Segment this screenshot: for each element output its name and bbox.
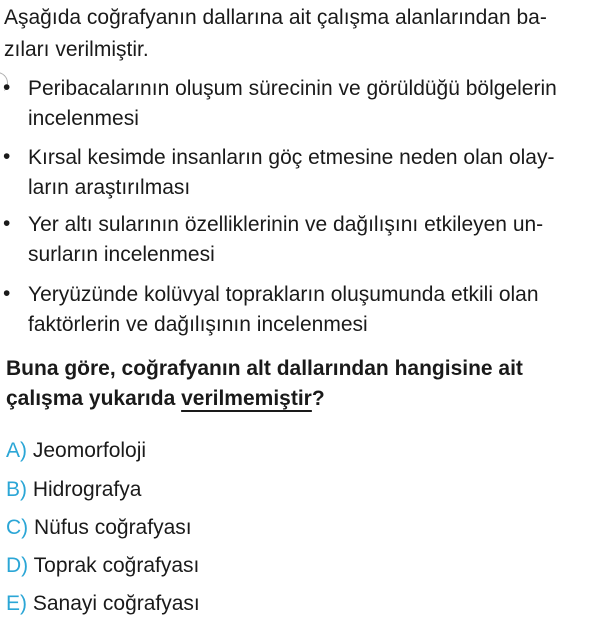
option-text: Toprak coğrafyası bbox=[33, 554, 200, 577]
option-b[interactable] bbox=[6, 477, 141, 503]
option-letter: D) bbox=[6, 554, 29, 577]
bullet-2-line-1: Kırsal kesimde insanların göç etmesine neden olan olay- bbox=[28, 146, 555, 169]
bullet-marker: • bbox=[3, 76, 11, 99]
option-text: Jeomorfoloji bbox=[32, 439, 147, 462]
bullet-3-line-1: Yer altı sularının özelliklerinin ve dağılışını etkileyen un- bbox=[28, 213, 544, 236]
bullet-2-line-2: ların araştırılması bbox=[28, 176, 191, 199]
option-c[interactable] bbox=[6, 515, 192, 541]
intro-line-2: zıları verilmiştir. bbox=[4, 38, 149, 61]
bullet-marker: • bbox=[3, 145, 11, 168]
question-line-2 bbox=[6, 386, 325, 412]
bullet-marker: • bbox=[3, 282, 11, 305]
bullet-4-line-2: faktörlerin ve dağılışının incelenmesi bbox=[28, 313, 368, 336]
bullet-marker: • bbox=[3, 212, 11, 235]
option-letter: B) bbox=[6, 478, 27, 501]
intro-line-1: Aşağıda coğrafyanın dallarına ait çalışma alanlarından ba- bbox=[4, 6, 547, 29]
bullet-3-line-2: surların incelenmesi bbox=[28, 243, 215, 266]
option-a[interactable] bbox=[6, 438, 146, 464]
option-letter: E) bbox=[6, 592, 27, 615]
question-underlined-word: verilmemiştir bbox=[181, 387, 312, 410]
option-text: Nüfus coğrafyası bbox=[34, 516, 192, 539]
question-line-1: Buna göre, coğrafyanın alt dallarından hangisine ait bbox=[6, 357, 523, 380]
question-prefix: çalışma yukarıda bbox=[6, 387, 182, 410]
option-text: Hidrografya bbox=[32, 478, 142, 501]
bullet-1-line-1: Peribacalarının oluşum sürecinin ve görüldüğü bölgelerin bbox=[28, 77, 557, 100]
option-letter: C) bbox=[6, 516, 29, 539]
option-d[interactable] bbox=[6, 553, 199, 579]
question-mark: ? bbox=[311, 387, 325, 410]
option-text: Sanayi coğrafyası bbox=[32, 592, 200, 615]
bullet-1-line-2: incelenmesi bbox=[28, 107, 139, 130]
option-e[interactable] bbox=[6, 591, 200, 617]
option-letter: A) bbox=[6, 439, 27, 462]
bullet-4-line-1: Yeryüzünde kolüvyal toprakların oluşumunda etkili olan bbox=[28, 283, 539, 306]
